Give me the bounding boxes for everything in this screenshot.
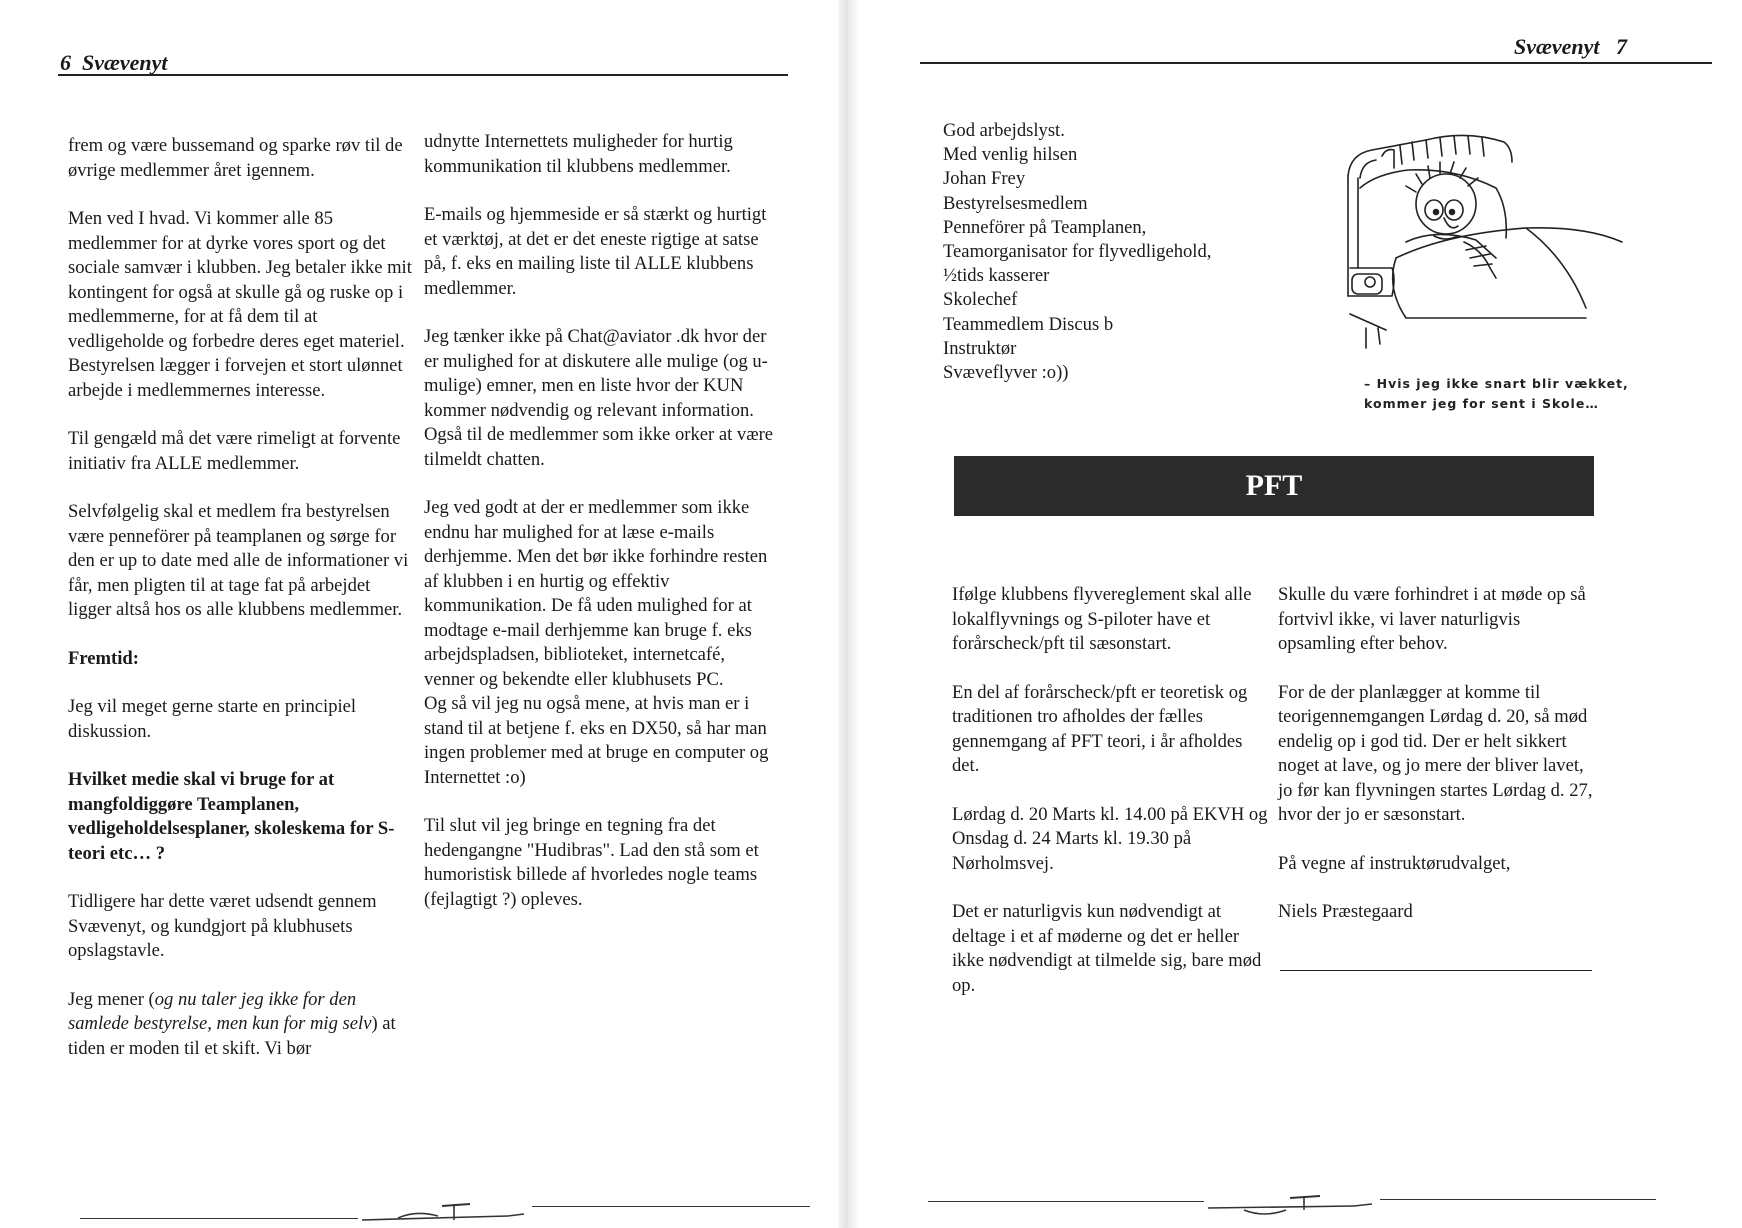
pft-column-1: [952, 583, 1272, 1022]
paragraph: Selvfølgelig skal et medlem fra bestyrelsen være penneförer på teamplanen og sørge for den er up to date med alle de informationer vi får, men pligten til at tage fat på arbejdet ligger altså hos os alle klubbens medlemmer.: [68, 501, 409, 620]
paragraph: Ifølge klubbens flyvereglement skal alle lokalflyvnings og S-piloter have et forårscheck/pft til sæsonstart.: [952, 584, 1252, 654]
signature-line: ½tids kasserer: [943, 265, 1050, 287]
paragraph: For de der planlægger at komme til teorigennemgangen Lørdag d. 20, så mød endelig op i god tid. Der er helt sikkert noget at lave, og jo mere der bliver lavet, jo før kan flyvningen startes Lørdag d. 27, hvor der jo er sæsonstart.: [1278, 681, 1593, 825]
italic-text: og nu taler jeg ikke for den samlede bestyrelse, men kun for mig selv: [68, 988, 372, 1034]
paragraph: Det er naturligvis kun nødvendigt at deltage i et af møderne og det er heller ikke nødvendigt at tilmelde sig, bare mød op.: [952, 901, 1262, 996]
left-column-1: [68, 134, 412, 1085]
left-page: [0, 0, 838, 1228]
section-heading: Fremtid:: [68, 647, 139, 669]
bold-question: Hvilket medie skal vi bruge for at mangfoldiggøre Teamplanen, vedligeholdelsesplaner, skoleskema for S-teori etc… ?: [68, 769, 395, 864]
paragraph: Til slut vil jeg bringe en tegning fra det hedengangne "Hudibras". Lad den stå som et humoristisk billede af hvorledes nogle teams (fejlagtigt ?) opleves.: [424, 815, 759, 910]
footer-rule-right: [532, 1206, 810, 1207]
paragraph: Til gengæld må det være rimeligt at forvente initiativ fra ALLE medlemmer.: [68, 428, 401, 474]
text-run: ) at tiden er moden til et skift. Vi bør: [68, 1013, 396, 1059]
signature-block: [943, 119, 1211, 385]
section-title-bar: [954, 456, 1594, 516]
page-number: 6: [60, 50, 71, 75]
paragraph: Jeg vil meget gerne starte en principiel diskussion.: [68, 696, 357, 742]
signature-line: God arbejdslyst.: [943, 120, 1065, 141]
paragraph: Lørdag d. 20 Marts kl. 14.00 på EKVH og Onsdag d. 24 Marts kl. 19.30 på Nørholmsvej.: [952, 803, 1268, 874]
signature-line: Penneförer på Teamplanen,: [943, 216, 1147, 238]
signature-line: Johan Frey: [943, 168, 1026, 190]
paragraph: [68, 988, 412, 1062]
glider-icon: [1204, 1192, 1380, 1224]
section-title: PFT: [1245, 469, 1303, 502]
header-rule: [920, 62, 1712, 64]
paragraph: Jeg tænker ikke på Chat@aviator .dk hvor der er mulighed for at diskutere alle mulige (og u-mulige) emner, men en liste hvor der KUN kommer nødvendig og relevant information. Også til de medlemmer som ikke orker at være tilmeldt chatten.: [424, 326, 774, 470]
glider-icon: [358, 1196, 532, 1228]
footer-rule-right: [1380, 1199, 1656, 1200]
page-number: 7: [1616, 34, 1628, 59]
paragraph: udnytte Internettets muligheder for hurtig kommunikation til klubbens medlemmer.: [424, 131, 733, 177]
caption-line: – Hvis jeg ikke snart blir vækket,: [1364, 376, 1629, 391]
footer-rule-left: [928, 1201, 1204, 1202]
paragraph: En del af forårscheck/pft er teoretisk og traditionen tro afholdes der fælles gennemgang af PFT teori, i år afholdes det.: [952, 681, 1248, 776]
pft-column-2: [1278, 583, 1602, 925]
signature-rule: [1280, 970, 1592, 971]
signature-line: Teammedlem Discus b: [943, 313, 1114, 335]
cartoon-caption: [1364, 374, 1654, 414]
paragraph: Jeg ved godt at der er medlemmer som ikke endnu har mulighed for at læse e-mails derhjemme. Men det bør ikke forhindre resten af klubben i en hurtig og effektiv kommunikation. De få uden mulighed for at modtage e-mail derhjemme kan bruge f. eks arbejdspladsen, biblioteket, internetcafé, venner og bekendte eller klubhusets PC.: [424, 497, 768, 690]
paragraph: Tidligere har dette været udsendt gennem Svævenyt, og kundgjort på klubhusets opslagstavle.: [68, 891, 377, 961]
header-rule: [58, 74, 788, 76]
paragraph: Men ved I hvad. Vi kommer alle 85 medlemmer for at dyrke vores sport og det sociale samvær i klubben. Jeg betaler ikke mit kontingent for også at skulle gå og ruske op i medlemmerne, for at få dem til at vedligeholde og forbedre deres eget materiel. Bestyrelsen lægger i forvejen et stort ulønnet arbejde i medlemmernes interesse.: [68, 208, 412, 401]
signature-line: Svæveflyver :o)): [943, 362, 1069, 384]
magazine-title: Svævenyt: [1514, 34, 1600, 59]
left-page-header: [60, 50, 168, 76]
binding-gutter: [838, 0, 858, 1228]
signature-line: Instruktør: [943, 337, 1017, 359]
left-column-2: [424, 130, 774, 936]
signature-line: Med venlig hilsen: [943, 144, 1078, 166]
paragraph: På vegne af instruktørudvalget,: [1278, 852, 1511, 874]
signature-line: Teamorganisator for flyvedligehold,: [943, 241, 1212, 263]
paragraph: Skulle du være forhindret i at møde op så fortvivl ikke, vi laver naturligvis opsamling efter behov.: [1278, 584, 1586, 654]
paragraph: E-mails og hjemmeside er så stærkt og hurtigt et værktøj, at det er det eneste rigtige at satse på, f. eks en mailing liste til ALLE klubbens medlemmer.: [424, 204, 767, 299]
footer-rule-left: [80, 1218, 358, 1219]
paragraph: Og så vil jeg nu også mene, at hvis man er i stand til at betjene f. eks en DX50, så har man ingen problemer med at bruge en computer og Internettet :o): [424, 693, 769, 788]
magazine-title: Svævenyt: [82, 50, 168, 75]
text-run: Jeg mener (: [68, 988, 155, 1010]
right-page: [858, 0, 1742, 1228]
paragraph: frem og være bussemand og sparke røv til de øvrige medlemmer året igennem.: [68, 135, 403, 181]
cartoon-boy-in-bed-illustration: [1336, 118, 1626, 370]
author-name: Niels Præstegaard: [1278, 901, 1413, 922]
caption-line: kommer jeg for sent i Skole…: [1364, 396, 1599, 411]
right-page-header: [1514, 34, 1627, 60]
signature-line: Skolechef: [943, 289, 1018, 311]
signature-line: Bestyrelsesmedlem: [943, 192, 1088, 214]
